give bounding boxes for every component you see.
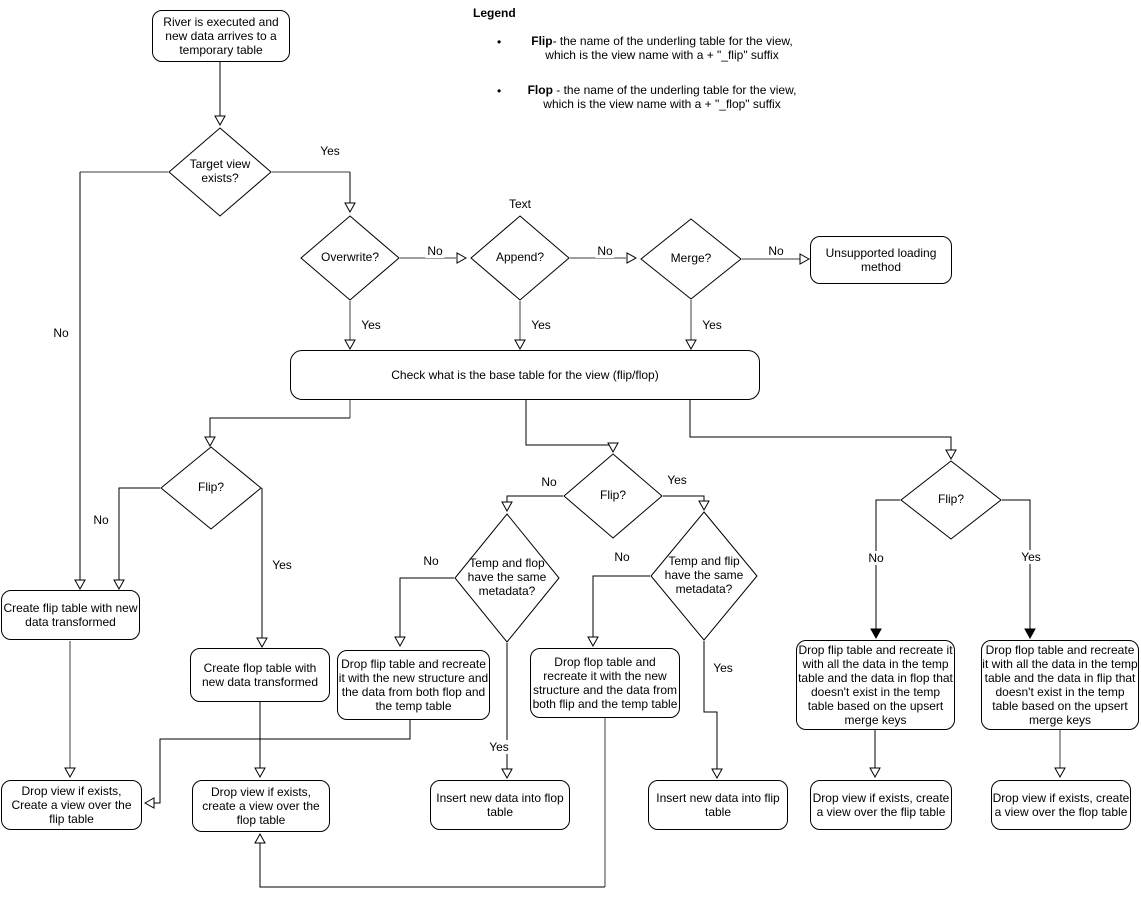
edge-label-append-no: No: [597, 244, 613, 258]
decision-label: Temp and flop have the same metadata?: [467, 556, 547, 598]
edge-label-merge-no: No: [768, 244, 784, 258]
node-view-over-flop-table-right: Drop view if exists, create a view over the flop table: [991, 780, 1131, 830]
decision-overwrite: [300, 215, 400, 301]
node-create-flop-table: Create flop table with new data transformed: [190, 648, 330, 702]
edge-label-flip-mid-yes: Yes: [667, 473, 687, 487]
edge-label-temp-flip-no: No: [614, 550, 630, 564]
node-check-base-table: Check what is the base table for the view (flip/flop): [290, 350, 760, 400]
decision-label: Flip?: [599, 488, 626, 503]
node-drop-flip-recreate-upsert: Drop flip table and recreate it with all the data in the temp table and the data in flop that doesn't exist in the temp table based on the upsert merge keys: [796, 640, 955, 730]
legend: [473, 6, 817, 132]
decision-label: Flip?: [937, 492, 964, 507]
decision-label: Overwrite?: [320, 250, 379, 265]
decision-target-view-exists: [168, 127, 272, 217]
decision-flip-middle: [563, 453, 663, 539]
edge-label-flip-right-yes: Yes: [1021, 550, 1041, 564]
decision-label: Merge?: [670, 251, 712, 266]
edge-label-text: Text: [508, 197, 532, 211]
decision-label: Flip?: [197, 480, 224, 495]
node-drop-flop-recreate-upsert: Drop flop table and recreate it with all the data in the temp table and the data in flip that doesn't exist in the temp table based on the upsert merge keys: [981, 640, 1139, 730]
legend-desc-line2: which is the view name with a + "_flip" suffix: [545, 48, 779, 63]
legend-desc-line2: which is the view name with a + "_flop" suffix: [543, 97, 781, 112]
decision-temp-flop-metadata: [454, 513, 560, 643]
edge-label-flip-left-no: No: [93, 513, 109, 527]
decision-merge: [640, 218, 742, 300]
edge-label-overwrite-yes: Yes: [361, 318, 381, 332]
edge-label-merge-yes: Yes: [702, 318, 722, 332]
decision-append: [470, 215, 570, 301]
decision-label: Append?: [495, 250, 545, 265]
node-create-flip-table: Create flip table with new data transformed: [1, 590, 140, 640]
edge-label-flip-left-yes: Yes: [272, 558, 292, 572]
node-unsupported-loading-method: Unsupported loading method: [810, 236, 952, 284]
edge-label-flip-right-no: No: [868, 551, 884, 565]
decision-label: Temp and flip have the same metadata?: [664, 554, 744, 596]
decision-flip-left: [160, 446, 262, 530]
bullet-icon: •: [497, 35, 502, 49]
edge-label-temp-flop-no: No: [423, 554, 439, 568]
node-insert-into-flop-table: Insert new data into flop table: [430, 780, 570, 830]
legend-item-text: [507, 34, 817, 63]
node-view-over-flop-table-left: Drop view if exists, create a view over the flop table: [192, 780, 330, 832]
node-insert-into-flip-table: Insert new data into flip table: [648, 780, 788, 830]
legend-term: Flop: [527, 82, 553, 97]
edge-label-flip-mid-no: No: [541, 475, 557, 489]
decision-label: Target view exists?: [189, 157, 251, 185]
legend-item-flip: [473, 34, 817, 63]
node-view-over-flip-table-right: Drop view if exists, create a view over the flip table: [810, 780, 952, 830]
node-drop-flip-recreate-structure: Drop flip table and recreate it with the new structure and the data from both flop and the temp table: [337, 650, 490, 720]
legend-item-flop: [473, 83, 817, 112]
edge-label-temp-flip-yes: Yes: [713, 661, 733, 675]
edge-label-target-no: No: [53, 326, 69, 340]
legend-item-text: [507, 83, 817, 112]
decision-temp-flip-metadata: [650, 511, 758, 641]
decision-flip-right: [900, 460, 1002, 540]
arrowheads-solid: [871, 629, 1035, 638]
legend-title: Legend: [473, 6, 516, 20]
legend-term: Flip: [531, 34, 553, 48]
edge-label-target-yes: Yes: [320, 144, 340, 158]
bullet-icon: •: [497, 83, 502, 98]
edge-label-overwrite-no: No: [427, 244, 443, 258]
legend-desc: - the name of the underling table for the view,: [552, 82, 797, 97]
node-view-over-flip-table-left: Drop view if exists, Create a view over the flip table: [1, 780, 142, 830]
node-drop-flop-recreate-structure: Drop flop table and recreate it with the new structure and the data from both flip and the temp table: [530, 648, 680, 718]
node-start: River is executed and new data arrives to a temporary table: [152, 10, 290, 62]
edge-label-temp-flop-yes: Yes: [489, 740, 509, 754]
edge-label-append-yes: Yes: [531, 318, 551, 332]
legend-desc: - the name of the underling table for the view,: [552, 34, 793, 48]
